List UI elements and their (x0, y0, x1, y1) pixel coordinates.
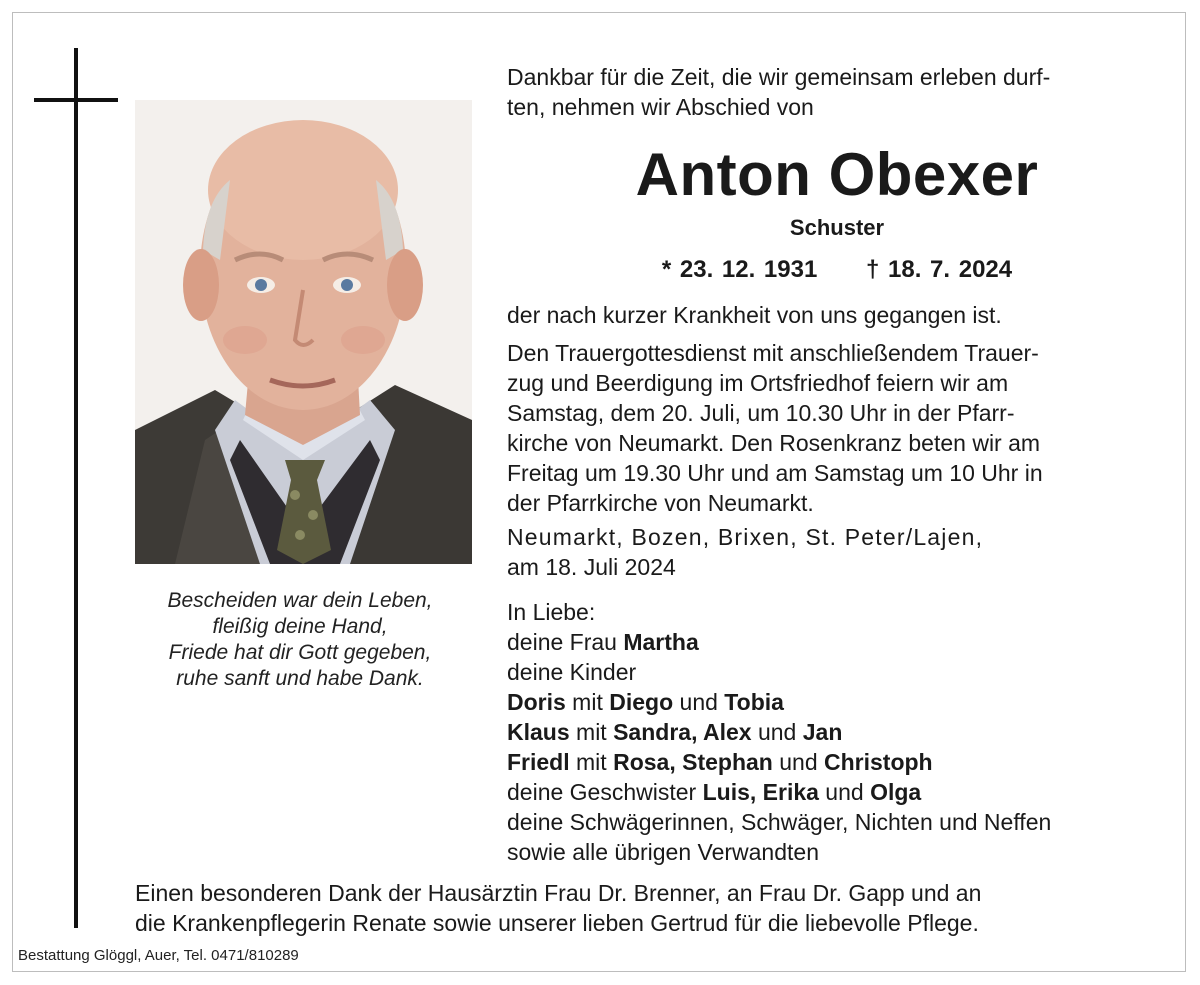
portrait-illustration (135, 100, 472, 564)
funeral-home-footer: Bestattung Glöggl, Auer, Tel. 0471/810289 (18, 947, 299, 964)
family-in-laws: deine Schwägerinnen, Schwäger, Nichten und Neffen (507, 809, 1052, 835)
place-and-date (507, 522, 1167, 582)
family-child: Friedl mit Rosa, Stephan und Christoph (507, 749, 933, 775)
family-relatives: sowie alle übrigen Verwandten (507, 839, 819, 865)
thanks-line: die Krankenpflegerin Renate sowie unserer lieben Gertrud für die liebevolle Pflege. (135, 910, 979, 936)
memorial-motto (110, 588, 490, 692)
thanks-text (135, 878, 1170, 938)
deceased-occupation: Schuster (789, 215, 885, 240)
cross-icon-vertical (74, 48, 78, 928)
life-dates (507, 255, 1167, 285)
family-list (507, 597, 1167, 867)
service-line: Freitag um 19.30 Uhr und am Samstag um 10 Uhr in (507, 460, 1043, 486)
service-line: Samstag, dem 20. Juli, um 10.30 Uhr in der Pfarr- (507, 400, 1015, 426)
service-details (507, 338, 1167, 518)
intro-line: ten, nehmen wir Abschied von (507, 94, 814, 120)
notice-date: am 18. Juli 2024 (507, 554, 676, 580)
family-heading: In Liebe: (507, 599, 596, 625)
family-wife: deine Frau Martha (507, 629, 699, 655)
motto-line: Friede hat dir Gott gegeben, (168, 641, 432, 664)
passed-away-line (507, 300, 1167, 330)
service-line: Den Trauergottesdienst mit anschließendem Trauer- (507, 340, 1039, 366)
death-date: † 18. 7. 2024 (866, 256, 1013, 283)
thanks-line: Einen besonderen Dank der Hausärztin Frau Dr. Brenner, an Frau Dr. Gapp und an (135, 880, 982, 906)
motto-line: fleißig deine Hand, (212, 615, 388, 638)
intro-text (507, 62, 1167, 122)
service-line: kirche von Neumarkt. Den Rosenkranz beten wir am (507, 430, 1041, 456)
family-child: Doris mit Diego und Tobia (507, 689, 784, 715)
service-line: der Pfarrkirche von Neumarkt. (507, 490, 814, 516)
passed-text: der nach kurzer Krankheit von uns gegangen ist. (507, 302, 1002, 328)
places: Neumarkt, Bozen, Brixen, St. Peter/Lajen, (507, 524, 984, 550)
deceased-name: Anton Obexer (635, 141, 1039, 208)
cross-icon-horizontal (34, 98, 118, 102)
motto-line: ruhe sanft und habe Dank. (176, 667, 424, 690)
family-child: Klaus mit Sandra, Alex und Jan (507, 719, 843, 745)
family-children-label: deine Kinder (507, 659, 637, 685)
motto-line: Bescheiden war dein Leben, (167, 589, 433, 612)
family-siblings: deine Geschwister Luis, Erika und Olga (507, 779, 922, 805)
service-line: zug und Beerdigung im Ortsfriedhof feiern wir am (507, 370, 1009, 396)
portrait-photo (135, 100, 472, 564)
birth-date: * 23. 12. 1931 (661, 256, 818, 283)
intro-line: Dankbar für die Zeit, die wir gemeinsam erleben durf- (507, 64, 1051, 90)
